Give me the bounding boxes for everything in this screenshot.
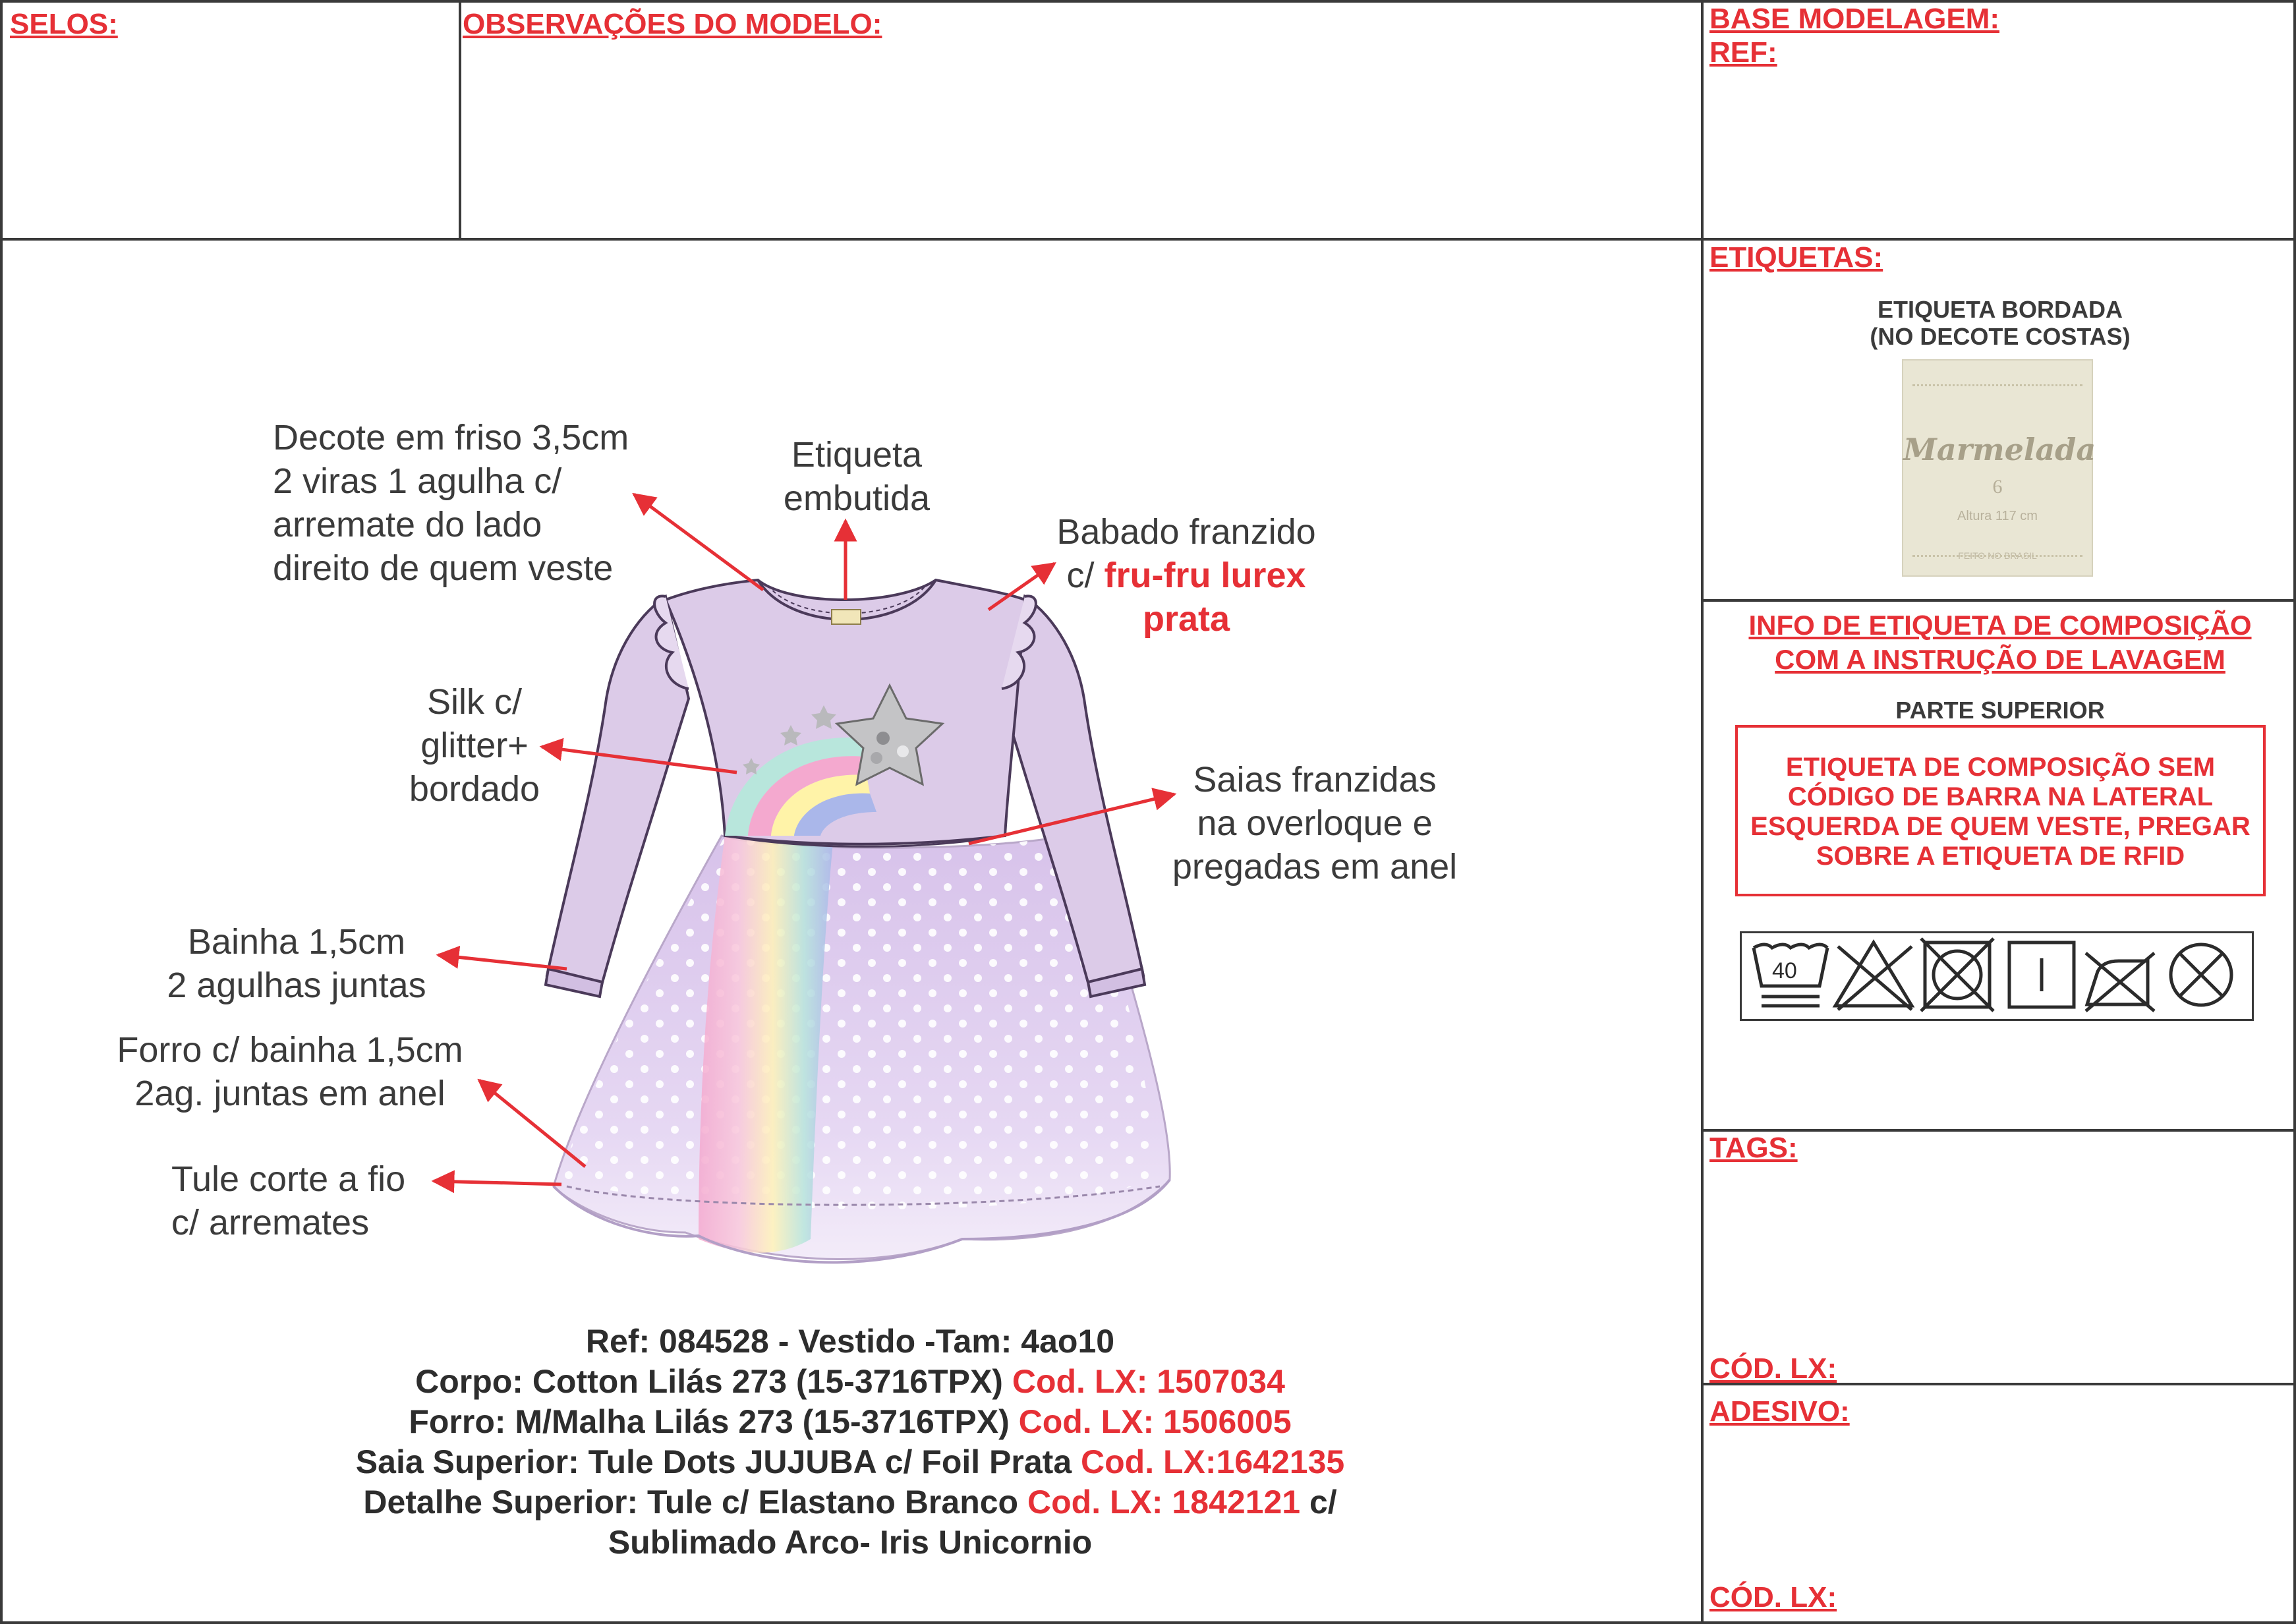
woven-label-image [1902,359,2096,577]
tags-cod-lx: CÓD. LX: [1709,1352,1837,1385]
etiqueta-title-line2: (NO DECOTE COSTAS) [1870,323,2131,350]
composicao-line-1: ETIQUETA DE COMPOSIÇÃO SEM [1785,753,2216,782]
observacoes-header: OBSERVAÇÕES DO MODELO: [463,8,882,40]
tags-cell [1701,1129,2296,1385]
composicao-line-4: SOBRE A ETIQUETA DE RFID [1816,842,2185,871]
label-made-in: FEITO NO BRASIL [1958,550,2037,561]
spec-forro: Forro: M/Malha Lilás 273 (15-3716TPX) Cod. LX: 1506005 [409,1403,1292,1440]
selos-header: SELOS: [10,8,118,40]
spec-saia: Saia Superior: Tule Dots JUJUBA c/ Foil Prata Cod. LX:1642135 [355,1443,1345,1480]
arrow-decote [634,494,763,590]
parte-superior-label: PARTE SUPERIOR [1895,697,2105,724]
label-size: 6 [1992,476,2003,498]
annotation-decote: Decote em friso 3,5cm 2 viras 1 agulha c/ arremate do lado direito de quem veste [273,418,629,588]
label-stitch-bottom [1912,555,2082,557]
spec-detalhe: Detalhe Superior: Tule c/ Elastano Branco Cod. LX: 1842121 c/ [363,1484,1337,1521]
care-symbols-strip [1740,931,2254,1021]
no-tumble-dry-icon [1921,939,1994,1011]
annotation-bainha: Bainha 1,5cm 2 agulhas juntas [167,922,426,1005]
composicao-instruction-box [1735,725,2266,896]
composicao-title-line1: INFO DE ETIQUETA DE COMPOSIÇÃO [1748,610,2252,641]
inner-label [832,610,861,624]
composicao-line-3: ESQUERDA DE QUEM VESTE, PREGAR [1750,812,2251,841]
spec-corpo: Corpo: Cotton Lilás 273 (15-3716TPX) Cod. LX: 1507034 [415,1363,1285,1400]
no-iron-icon [2086,953,2154,1011]
wash-40-icon [1754,944,1827,1006]
ref-header: REF: [1709,36,1777,69]
no-dry-clean-icon [2171,944,2231,1005]
annotation-tule: Tule corte a fio c/ arremates [171,1159,406,1242]
composicao-line-2: CÓDIGO DE BARRA NA LATERAL [1787,782,2214,811]
annotation-etiqueta-embutida: Etiqueta embutida [783,435,931,518]
adesivo-header: ADESIVO: [1709,1395,1850,1428]
adesivo-cod-lx: CÓD. LX: [1709,1581,1837,1613]
etiquetas-header: ETIQUETAS: [1709,241,1883,274]
arrow-tule [434,1181,561,1184]
garment-specs [0,1321,1700,1563]
spec-sublimado: Sublimado Arco- Iris Unicornio [608,1524,1093,1561]
annotation-saias: Saias franzidas na overloque e pregadas em anel [1172,760,1458,886]
base-modelagem-header: BASE MODELAGEM: [1709,3,1999,35]
line-dry-icon [2009,942,2074,1007]
label-stitch-top [1912,384,2082,386]
etiqueta-title-line1: ETIQUETA BORDADA [1878,296,2123,323]
spec-ref: Ref: 084528 - Vestido -Tam: 4ao10 [585,1323,1115,1360]
label-brand: Marmelada [1903,432,2096,467]
annotation-babado: Babado franzido c/ fru-fru lurex prata [1056,512,1316,639]
tags-header: TAGS: [1709,1132,1798,1164]
arrow-bainha [438,955,567,969]
composicao-title-line2: COM A INSTRUÇÃO DE LAVAGEM [1775,644,2225,675]
arrow-forro [479,1080,585,1167]
annotation-forro: Forro c/ bainha 1,5cm 2ag. juntas em anel [117,1030,463,1113]
svg-text:40: 40 [1772,958,1797,983]
annotation-silk: Silk c/ glitter+ bordado [409,682,540,809]
base-modelagem-cell [1701,0,2296,241]
label-height: Altura 117 cm [1957,509,2038,523]
no-bleach-icon [1835,942,1912,1010]
